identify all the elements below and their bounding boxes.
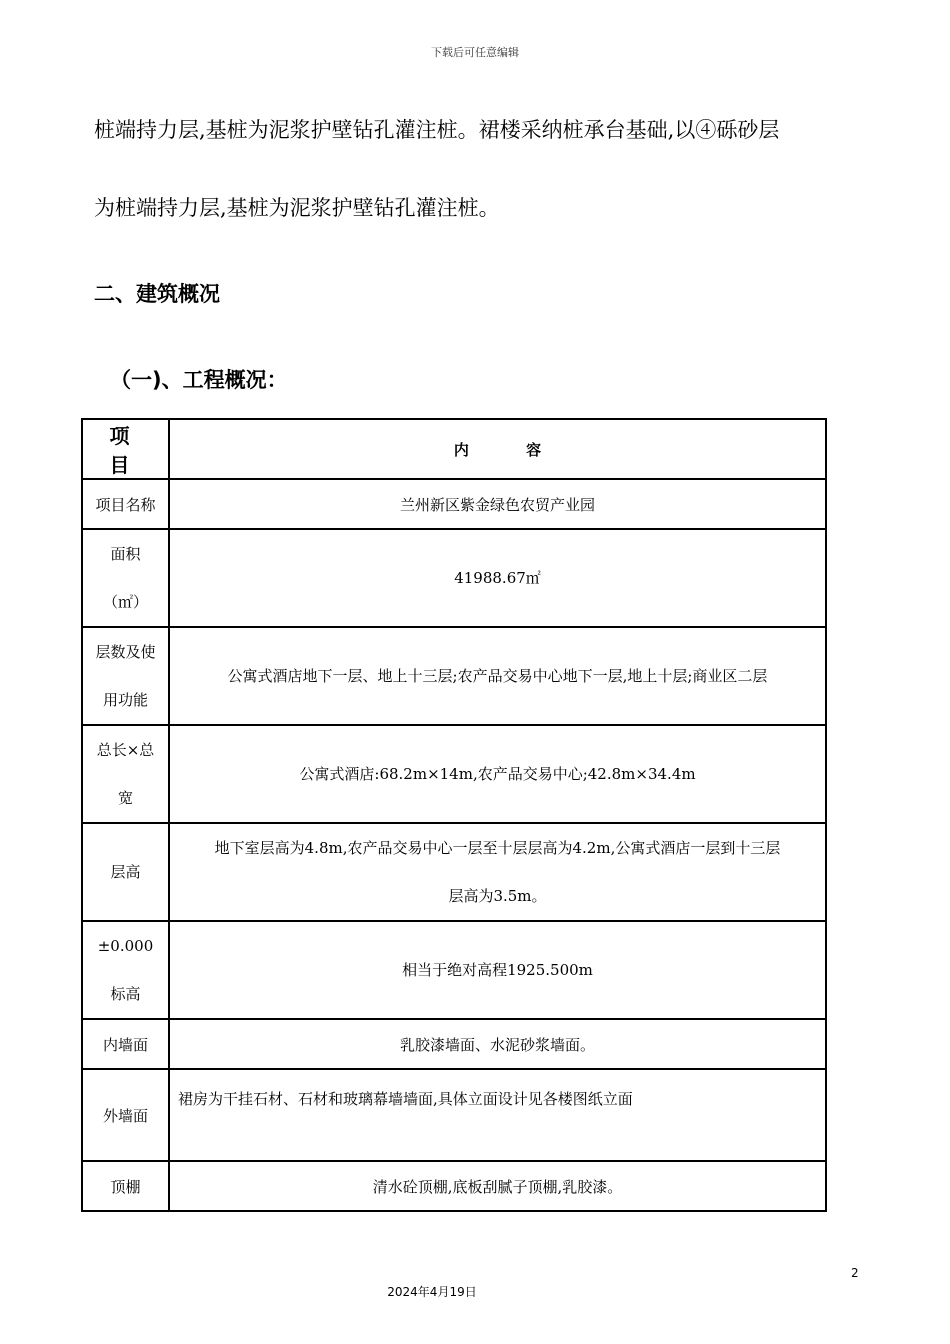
table-row <box>82 1019 826 1069</box>
row-label-project-name <box>82 479 169 529</box>
label-line: 宽 <box>117 789 133 807</box>
label-line: 层高 <box>110 863 141 881</box>
header-item-cell: 项 目 <box>82 419 169 479</box>
table-header-row <box>82 419 826 479</box>
row-label-elevation <box>82 921 169 1019</box>
row-content-interior-wall: 乳胶漆墙面、水泥砂浆墙面。 <box>169 1019 826 1069</box>
row-content-floor-height <box>169 823 826 921</box>
row-content-ceiling: 清水砼顶棚,底板刮腻子顶棚,乳胶漆。 <box>169 1161 826 1211</box>
row-label-exterior-wall <box>82 1069 169 1161</box>
table-row <box>82 725 826 823</box>
label-line: 项目名称 <box>95 495 156 514</box>
page-number: 2 <box>851 1266 859 1280</box>
row-label-area <box>82 529 169 627</box>
footer-date: 2024年4月19日 <box>387 1285 477 1299</box>
subsection-heading: （一)、工程概况： <box>110 368 288 392</box>
label-line: （㎡） <box>102 593 148 611</box>
row-content-elevation: 相当于绝对高程1925.500m <box>169 921 826 1019</box>
table-row <box>82 823 826 921</box>
label-line: 顶棚 <box>110 1177 141 1196</box>
label-line: 外墙面 <box>102 1106 148 1125</box>
table-row <box>82 1069 826 1161</box>
row-label-floors-usage <box>82 627 169 725</box>
row-label-interior-wall <box>82 1019 169 1069</box>
label-line: 标高 <box>110 985 141 1003</box>
label-line: 面积 <box>110 545 141 563</box>
content-line: 层高为3.5m。 <box>448 887 547 905</box>
table-row <box>82 921 826 1019</box>
label-line: 总长×总 <box>96 741 155 759</box>
row-content-dimensions: 公寓式酒店:68.2m×14m,农产品交易中心;42.8m×34.4m <box>169 725 826 823</box>
label-line: 层数及使 <box>95 643 156 661</box>
row-content-floors-usage: 公寓式酒店地下一层、地上十三层;农产品交易中心地下一层,地上十层;商业区二层 <box>169 627 826 725</box>
label-line: ±0.000 <box>97 937 154 955</box>
row-content-project-name: 兰州新区紫金绿色农贸产业园 <box>169 479 826 529</box>
row-label-dimensions <box>82 725 169 823</box>
table-row <box>82 627 826 725</box>
body-paragraph-line-1: 桩端持力层,基桩为泥浆护壁钻孔灌注桩。裙楼采纳桩承台基础,以④砾砂层 <box>94 118 780 142</box>
header-content-cell: 内 容 <box>169 419 826 479</box>
table-row <box>82 529 826 627</box>
project-overview-table <box>81 418 827 1212</box>
row-content-exterior-wall: 裙房为干挂石材、石材和玻璃幕墙墙面,具体立面设计见各楼图纸立面 <box>169 1069 826 1161</box>
section-heading: 二、建筑概况 <box>94 282 220 306</box>
row-label-ceiling <box>82 1161 169 1211</box>
body-paragraph-line-2: 为桩端持力层,基桩为泥浆护壁钻孔灌注桩。 <box>94 196 500 220</box>
label-line: 内墙面 <box>102 1035 148 1054</box>
content-line: 地下室层高为4.8m,农产品交易中心一层至十层层高为4.2m,公寓式酒店一层到十三层 <box>214 839 781 857</box>
label-line: 用功能 <box>102 691 148 709</box>
table-row <box>82 1161 826 1211</box>
row-label-floor-height <box>82 823 169 921</box>
row-content-area: 41988.67㎡ <box>169 529 826 627</box>
page-header-note: 下载后可任意编辑 <box>431 46 519 59</box>
table-row <box>82 479 826 529</box>
